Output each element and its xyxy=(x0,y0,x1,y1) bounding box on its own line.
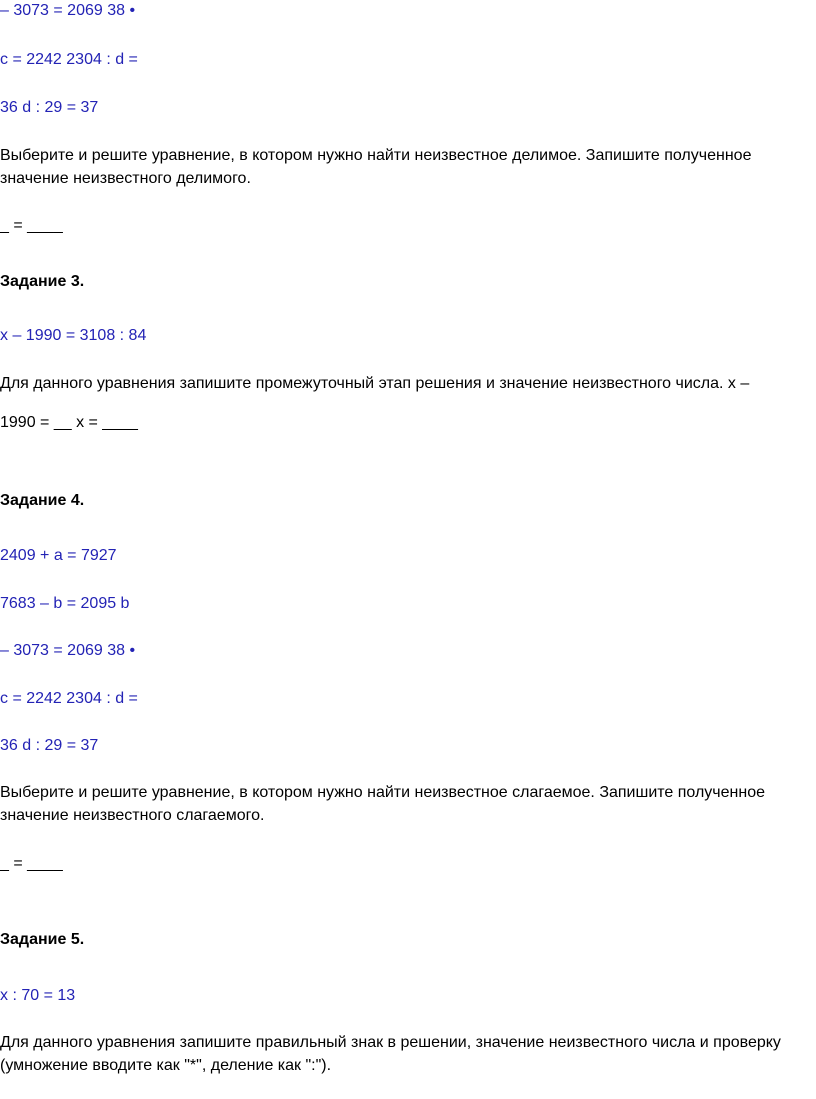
task-instruction: Для данного уравнения запишите правильный знак в решении, значение неизвестного числа и проверку xyxy=(0,1034,781,1051)
task-heading: Задание 4. xyxy=(0,492,85,509)
answer-blank: _ = ____ xyxy=(0,855,63,872)
equation-line: x : 70 = 13 xyxy=(0,987,76,1004)
equation-line: 36 d : 29 = 37 xyxy=(0,737,99,754)
equation-line: x – 1990 = 3108 : 84 xyxy=(0,327,147,344)
equation-line: – 3073 = 2069 38 • xyxy=(0,642,136,659)
task-instruction: значение неизвестного делимого. xyxy=(0,170,251,187)
task-instruction: Выберите и решите уравнение, в котором нужно найти неизвестное делимое. Запишите полученное xyxy=(0,147,752,164)
equation-line: c = 2242 2304 : d = xyxy=(0,51,138,68)
answer-blank: _ = ____ xyxy=(0,217,63,234)
task-instruction: значение неизвестного слагаемого. xyxy=(0,807,265,824)
task-instruction: Для данного уравнения запишите промежуточный этап решения и значение неизвестного числа. x – xyxy=(0,375,750,392)
equation-line: 7683 – b = 2095 b xyxy=(0,595,130,612)
task-heading: Задание 3. xyxy=(0,273,85,290)
equation-line: 2409 + a = 7927 xyxy=(0,547,117,564)
answer-blank: 1990 = __ x = ____ xyxy=(0,414,138,431)
task-heading: Задание 5. xyxy=(0,931,85,948)
task-instruction: Выберите и решите уравнение, в котором нужно найти неизвестное слагаемое. Запишите полученное xyxy=(0,784,765,801)
task-instruction: (умножение вводите как "*", деление как ":"). xyxy=(0,1057,332,1074)
equation-line: c = 2242 2304 : d = xyxy=(0,690,138,707)
equation-line: 36 d : 29 = 37 xyxy=(0,99,99,116)
equation-line: – 3073 = 2069 38 • xyxy=(0,2,136,19)
